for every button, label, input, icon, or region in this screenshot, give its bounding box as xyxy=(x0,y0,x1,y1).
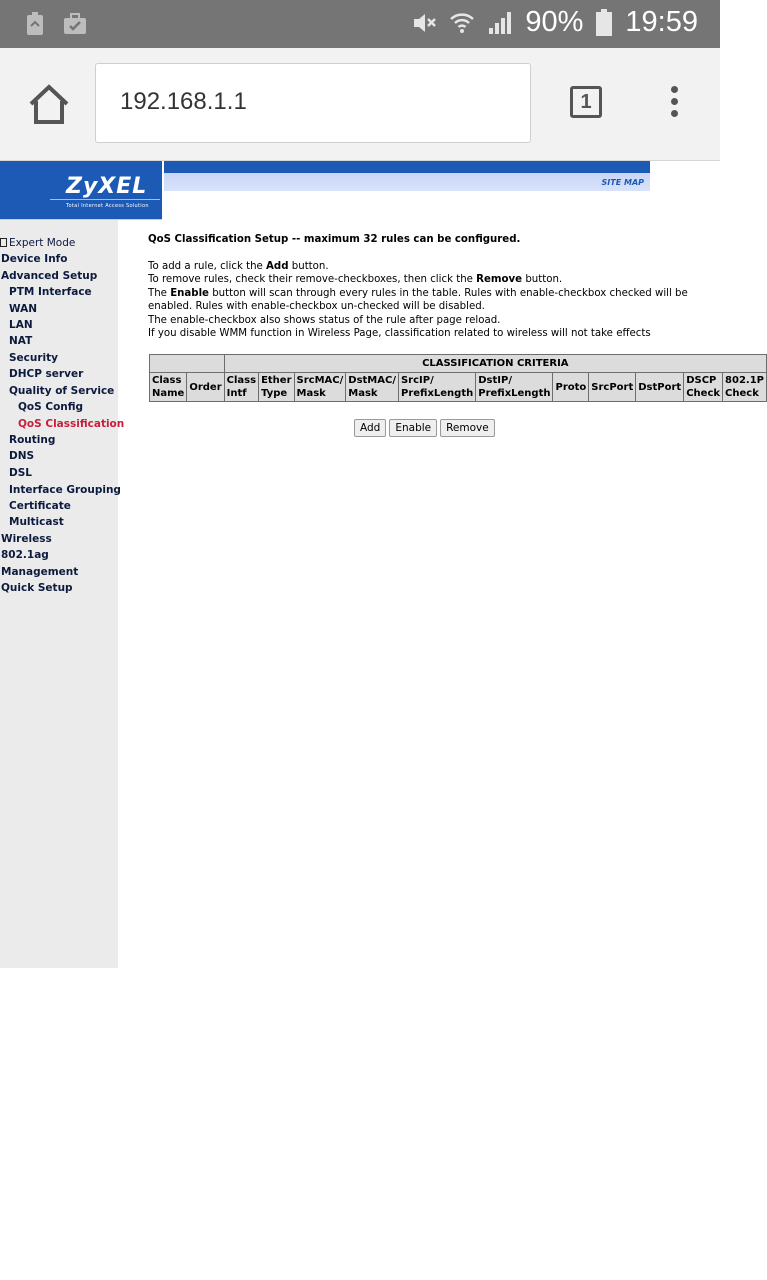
instruction-wmm: If you disable WMM function in Wireless Page, classification related to wireless will not take effects xyxy=(148,328,651,340)
instruction-remove: To remove rules, check their remove-checkboxes, then click the Remove button. xyxy=(148,274,563,286)
logo-tagline: Total Internet Access Solution xyxy=(66,203,149,209)
header-bar xyxy=(164,161,650,191)
sidebar-item-lan[interactable]: LAN xyxy=(9,319,33,331)
zyxel-logo[interactable] xyxy=(0,161,162,220)
sidebar-item-dhcp-server[interactable]: DHCP server xyxy=(9,368,84,380)
sidebar-item-interface-grouping[interactable]: Interface Grouping xyxy=(9,484,121,496)
column-header: Class Intf xyxy=(224,373,258,402)
column-header: Class Name xyxy=(150,373,187,402)
button-row xyxy=(354,419,495,437)
sidebar-item-qos-config[interactable]: QoS Config xyxy=(18,401,84,413)
briefcase-check-icon xyxy=(62,11,88,37)
sidebar-item-multicast[interactable]: Multicast xyxy=(9,516,64,528)
mute-icon xyxy=(411,10,437,36)
site-map-link[interactable]: SITE MAP xyxy=(601,178,644,187)
address-bar[interactable] xyxy=(95,63,531,143)
column-header: Ether Type xyxy=(259,373,294,402)
column-header: SrcPort xyxy=(589,373,636,402)
sidebar-item-dsl[interactable]: DSL xyxy=(9,467,32,479)
battery-percent: 90% xyxy=(525,6,584,38)
sidebar-item-qos-classification[interactable]: QoS Classification xyxy=(18,418,125,430)
column-header: DstIP/ PrefixLength xyxy=(476,373,553,402)
sidebar-item-management[interactable]: Management xyxy=(1,566,79,578)
overflow-menu-icon[interactable] xyxy=(664,86,684,122)
table-column-row xyxy=(150,373,767,402)
column-header: DstMAC/ Mask xyxy=(346,373,399,402)
page-title: QoS Classification Setup -- maximum 32 rules can be configured. xyxy=(148,234,521,245)
sidebar-item-802-1ag[interactable]: 802.1ag xyxy=(1,549,49,561)
instruction-add: To add a rule, click the Add button. xyxy=(148,261,329,272)
url-text: 192.168.1.1 xyxy=(120,88,247,115)
sidebar-item-quick-setup[interactable]: Quick Setup xyxy=(1,582,73,594)
wifi-icon xyxy=(449,10,475,36)
sidebar-item-device-info[interactable]: Device Info xyxy=(1,253,68,265)
enable-button[interactable]: Enable xyxy=(389,419,437,437)
sidebar-item-dns[interactable]: DNS xyxy=(9,450,35,462)
sidebar xyxy=(0,220,118,968)
sidebar-item-security[interactable]: Security xyxy=(9,352,59,364)
sidebar-item-certificate[interactable]: Certificate xyxy=(9,500,71,512)
sidebar-item-ptm-interface[interactable]: PTM Interface xyxy=(9,286,92,298)
instruction-status: The enable-checkbox also shows status of the rule after page reload. xyxy=(148,314,501,326)
sidebar-item-quality-of-service[interactable]: Quality of Service xyxy=(9,385,115,397)
instructions xyxy=(148,260,708,340)
table-header-row xyxy=(150,355,767,373)
sidebar-item-advanced-setup[interactable]: Advanced Setup xyxy=(1,270,98,282)
battery-icon xyxy=(595,9,613,37)
column-header: SrcMAC/ Mask xyxy=(294,373,346,402)
home-icon[interactable] xyxy=(26,82,72,126)
criteria-header: CLASSIFICATION CRITERIA xyxy=(224,355,766,373)
signal-icon xyxy=(487,10,513,36)
add-button[interactable]: Add xyxy=(354,419,386,437)
sidebar-item-nat[interactable]: NAT xyxy=(9,335,33,347)
remove-button[interactable]: Remove xyxy=(440,419,495,437)
sidebar-item-wireless[interactable]: Wireless xyxy=(1,533,52,545)
clock: 19:59 xyxy=(625,6,698,38)
expert-mode-label: Expert Mode xyxy=(9,237,76,249)
table-header-blank xyxy=(150,355,225,373)
column-header: Proto xyxy=(553,373,589,402)
sidebar-item-wan[interactable]: WAN xyxy=(9,303,38,315)
instruction-enable: The Enable button will scan through every rules in the table. Rules with enable-checkbox checked will be enabled. Rules with enable-checkbox un-checked will be disabled. xyxy=(148,287,688,313)
browser-toolbar xyxy=(0,48,720,161)
sidebar-item-routing[interactable]: Routing xyxy=(9,434,56,446)
classification-table xyxy=(149,354,767,402)
column-header: DstPort xyxy=(636,373,684,402)
status-bar xyxy=(0,0,720,48)
expert-mode-toggle[interactable] xyxy=(0,237,75,249)
tab-switcher-button[interactable]: 1 xyxy=(570,86,602,118)
column-header: DSCP Check xyxy=(684,373,723,402)
expert-mode-checkbox[interactable] xyxy=(0,238,7,247)
battery-saver-icon xyxy=(22,11,48,37)
logo-text: ZyXEL xyxy=(66,174,148,199)
column-header: SrcIP/ PrefixLength xyxy=(398,373,475,402)
column-header: Order xyxy=(187,373,224,402)
column-header: 802.1P Check xyxy=(723,373,767,402)
